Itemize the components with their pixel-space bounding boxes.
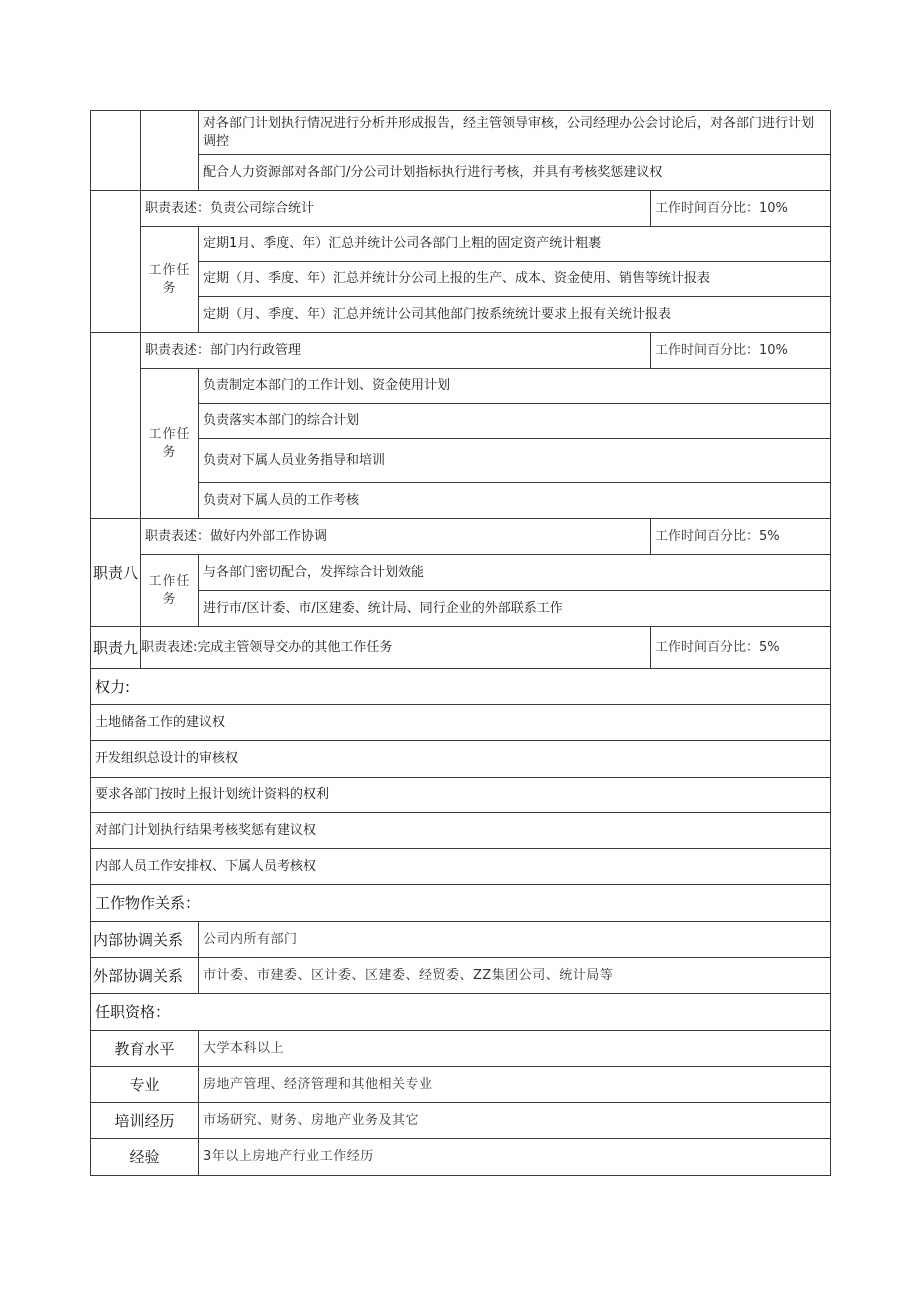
duty-label-cell [91, 111, 141, 191]
external-relations-label: 外部协调关系 [91, 958, 199, 994]
job-description-table [90, 110, 831, 1176]
duty-statement: 职责表述：做好内外部工作协调 [141, 519, 651, 555]
training-value: 市场研究、财务、房地产业务及其它 [199, 1103, 831, 1139]
major-value: 房地产管理、经济管理和其他相关专业 [199, 1067, 831, 1103]
power-item: 开发组织总设计的审核权 [91, 741, 831, 778]
task-item: 负责对下属人员业务指导和培训 [199, 439, 831, 483]
power-item: 土地储备工作的建议权 [91, 705, 831, 741]
experience-label: 经验 [91, 1139, 199, 1176]
task-label: 工作任务 [141, 555, 199, 627]
external-relations-value: 市计委、市建委、区计委、区建委、经贸委、ZZ集团公司、统计局等 [199, 958, 831, 994]
duty-label-cell [91, 333, 141, 519]
major-label: 专业 [91, 1067, 199, 1103]
internal-relations-value: 公司内所有部门 [199, 922, 831, 958]
task-item: 定期（月、季度、年）汇总并统计公司其他部门按系统统计要求上报有关统计报表 [199, 297, 831, 333]
qualifications-title: 任职资格： [91, 994, 831, 1031]
task-label: 工作任务 [141, 369, 199, 519]
power-item: 对部门计划执行结果考核奖惩有建议权 [91, 813, 831, 849]
task-item: 负责制定本部门的工作计划、资金使用计划 [199, 369, 831, 404]
task-label-cell [141, 111, 199, 191]
task-item: 负责落实本部门的综合计划 [199, 404, 831, 439]
education-value: 大学本科以上 [199, 1031, 831, 1067]
job-description-sheet [90, 110, 830, 1176]
relations-title: 工作物作关系： [91, 885, 831, 922]
task-item: 与各部门密切配合，发挥综合计划效能 [199, 555, 831, 591]
duty-statement: 职责表述：部门内行政管理 [141, 333, 651, 369]
task-item: 配合人力资源部对各部门/分公司计划指标执行进行考核，并具有考核奖惩建议权 [199, 155, 831, 191]
power-item: 内部人员工作安排权、下属人员考核权 [91, 849, 831, 885]
education-label: 教育水平 [91, 1031, 199, 1067]
time-percentage: 工作时间百分比：10% [651, 333, 831, 369]
task-label: 工作任务 [141, 227, 199, 333]
time-percentage: 工作时间百分比：10% [651, 191, 831, 227]
duty-statement: 职责表述：负责公司综合统计 [141, 191, 651, 227]
duty-eight-label: 职责八 [91, 519, 141, 627]
task-item: 定期（月、季度、年）汇总并统计分公司上报的生产、成本、资金使用、销售等统计报表 [199, 262, 831, 297]
internal-relations-label: 内部协调关系 [91, 922, 199, 958]
duty-nine-label: 职责九 [91, 627, 141, 669]
duty-statement: 职责表述:完成主管领导交办的其他工作任务 [141, 627, 651, 669]
training-label: 培训经历 [91, 1103, 199, 1139]
task-item: 对各部门计划执行情况进行分析并形成报告，经主管领导审核，公司经理办公会讨论后，对各部门进行计划调控 [199, 111, 831, 155]
time-percentage: 工作时间百分比：5% [651, 519, 831, 555]
powers-title: 权力: [91, 669, 831, 705]
task-item: 进行市/区计委、市/区建委、统计局、同行企业的外部联系工作 [199, 591, 831, 627]
task-item: 定期1月、季度、年）汇总并统计公司各部门上粗的固定资产统计粗裹 [199, 227, 831, 262]
duty-label-cell [91, 191, 141, 333]
time-percentage: 工作时间百分比：5% [651, 627, 831, 669]
power-item: 要求各部门按时上报计划统计资料的权利 [91, 778, 831, 813]
task-item: 负责对下属人员的工作考核 [199, 483, 831, 519]
experience-value: 3年以上房地产行业工作经历 [199, 1139, 831, 1176]
